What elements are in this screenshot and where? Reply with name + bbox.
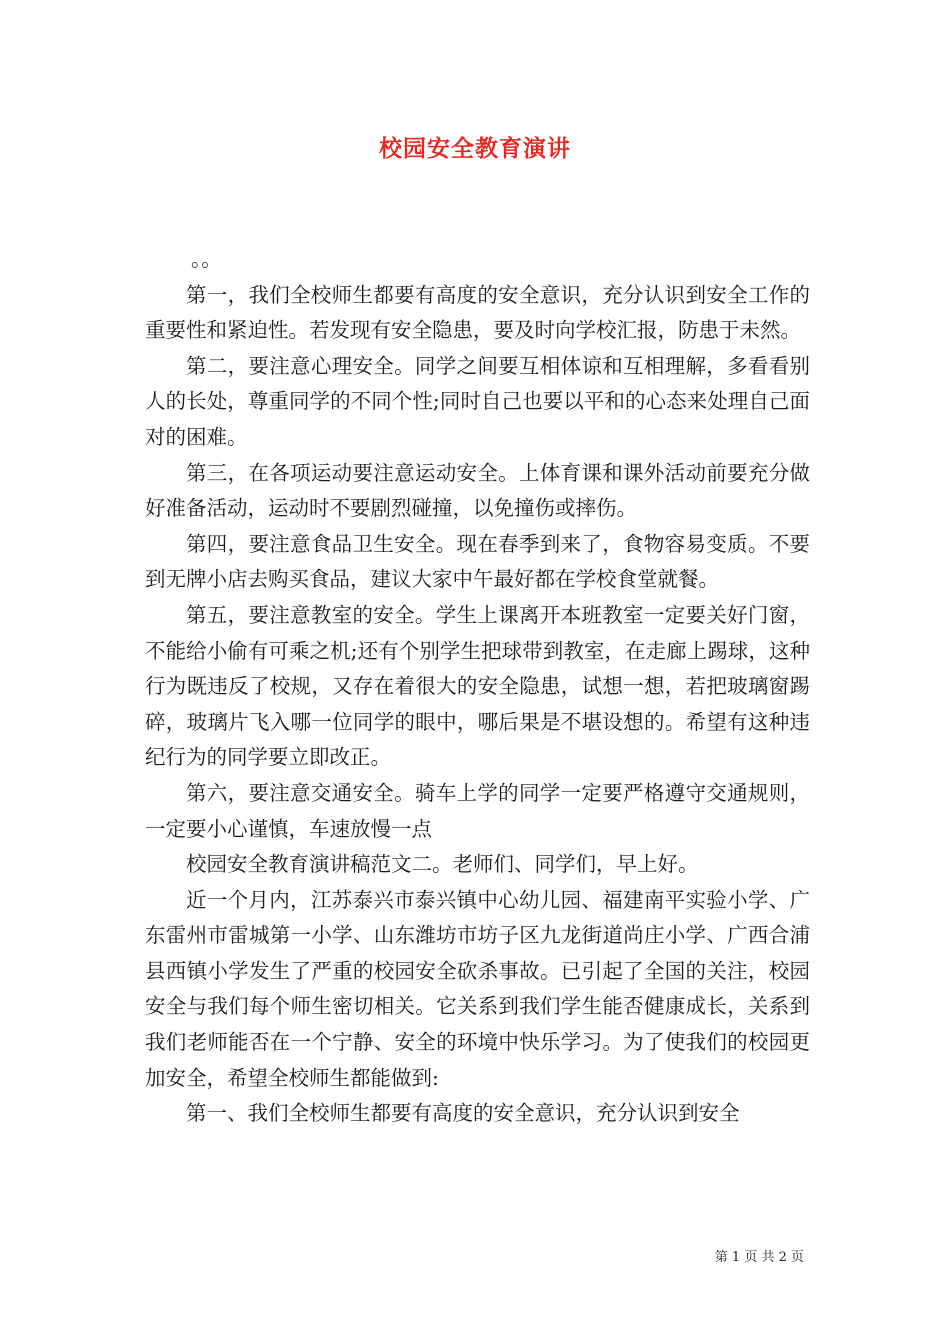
paragraph: 校园安全教育演讲稿范文二。老师们、同学们，早上好。 (186, 852, 699, 877)
paragraph: 第五，要注意教室的安全。学生上课离开本班教室一定要关好门窗，不能给小偷有可乘之机;还有个别学生把球带到教室，在走廊上踢球，这种行为既违反了校规，又存在着很大的安全隐患，试想一想，若把玻璃窗踢碎，玻璃片飞入哪一位同学的眼中，哪后果是不堪设想的。希望有这种违纪行为的同学要立即改正。 (145, 602, 810, 770)
paragraph: 第一、我们全校师生都要有高度的安全意识，充分认识到安全 (186, 1101, 740, 1126)
document-title: 校园安全教育演讲 (379, 135, 571, 162)
paragraph: 第六，要注意交通安全。骑车上学的同学一定要严格遵守交通规则，一定要小心谨慎，车速放慢一点 (145, 780, 810, 841)
document-body (145, 242, 810, 1132)
paragraph: 近一个月内，江苏泰兴市泰兴镇中心幼儿园、福建南平实验小学、广东雷州市雷城第一小学、山东潍坊市坊子区九龙街道尚庄小学、广西合浦县西镇小学发生了严重的校园安全砍杀事故。已引起了全国的关注，校园安全与我们每个师生密切相关。它关系到我们学生能否健康成长，关系到我们老师能否在一个宁静、安全的环境中快乐学习。为了使我们的校园更加安全，希望全校师生都能做到: (145, 887, 810, 1090)
paragraph-dots: 。。 (191, 247, 222, 271)
paragraph: 第二，要注意心理安全。同学之间要互相体谅和互相理解，多看看别人的长处，尊重同学的不同个性;同时自己也要以平和的心态来处理自己面对的困难。 (145, 353, 810, 449)
paragraph: 第一，我们全校师生都要有高度的安全意识，充分认识到安全工作的重要性和紧迫性。若发现有安全隐患，要及时向学校汇报，防患于未然。 (145, 282, 810, 343)
paragraph: 第四，要注意食品卫生安全。现在春季到来了，食物容易变质。不要到无牌小店去购买食品，建议大家中午最好都在学校食堂就餐。 (145, 531, 810, 592)
paragraph: 第三，在各项运动要注意运动安全。上体育课和课外活动前要充分做好准备活动，运动时不要剧烈碰撞，以免撞伤或摔伤。 (145, 460, 810, 521)
page-number: 第 1 页 共 2 页 (714, 1250, 804, 1265)
